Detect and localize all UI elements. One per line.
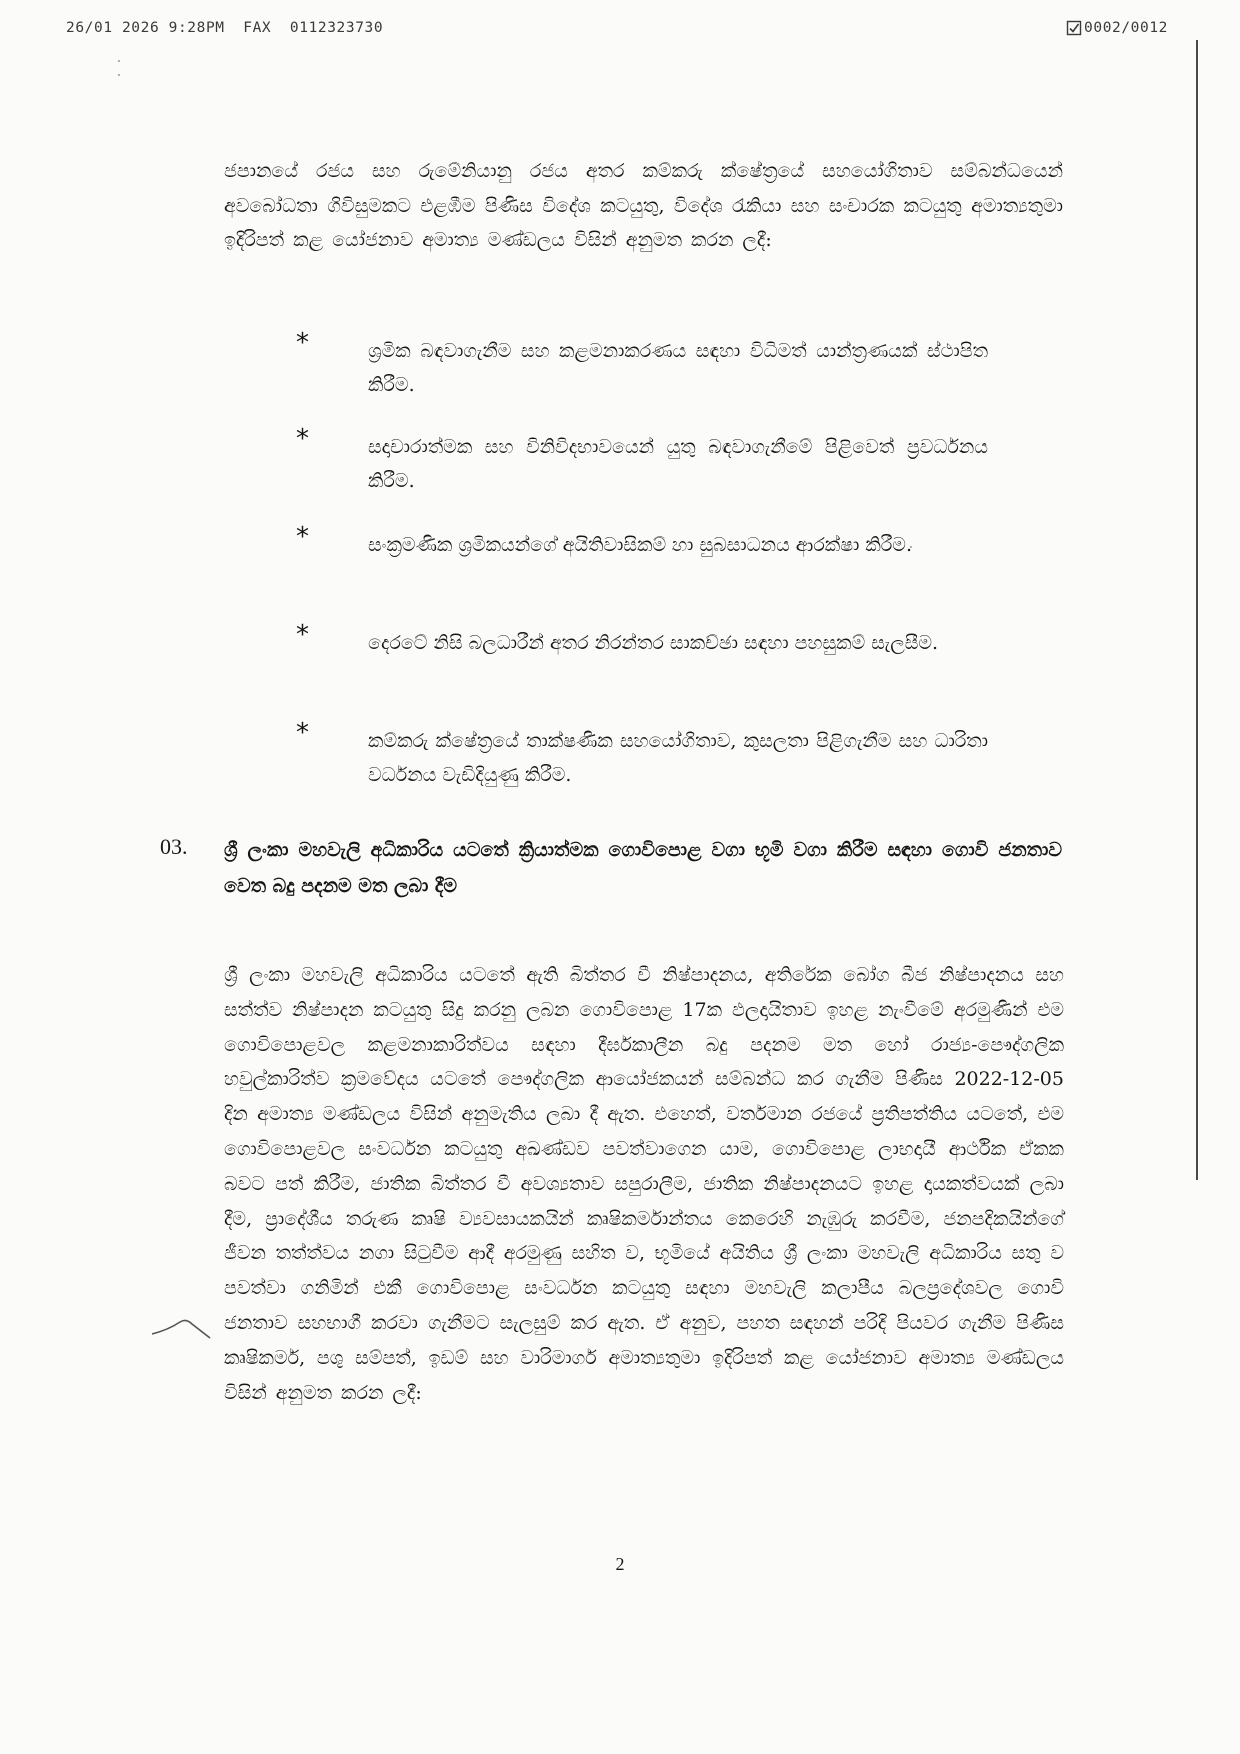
bullet-asterisk: * — [296, 424, 309, 454]
page-number: 2 — [615, 1554, 625, 1574]
bullet-asterisk: * — [296, 620, 309, 650]
list-item — [296, 718, 1056, 800]
fax-transmission-line: 26/01 2026 9:28PM FAX 0112323730 — [66, 20, 384, 36]
list-item — [296, 620, 1056, 702]
scan-speck — [118, 60, 120, 62]
section-title: ශ්‍රී ලංකා මහවැලි අධිකාරිය යටතේ ක්‍රියාත්මක ගොවිපොළ වගා භූමි වගා කිරීම සඳහා ගොවි ජනතාව වෙත බදු පදනම මත ලබා දීම — [224, 839, 1062, 897]
list-item — [296, 522, 1056, 604]
section-number: 03. — [160, 834, 188, 859]
list-item-text: සංක්‍රමණික ශ්‍රමිකයන්ගේ අයිතිවාසිකම් හා සුබසාධනය ආරක්ෂා කිරීම. — [368, 534, 912, 556]
fax-header — [66, 20, 1168, 44]
bullet-asterisk: * — [296, 718, 309, 748]
list-item-text: සදාචාරාත්මක සහ විනිවිදභාවයෙන් යුතු බඳවාගැනීමේ පිළිවෙත් ප්‍රවර්ධනය කිරීම. — [368, 436, 988, 492]
list-item-text: කම්කරු ක්ෂේත්‍රයේ තාක්ෂණික සහයෝගිතාව, කුසලතා පිළිගැනීම සහ ධාරිතා වර්ධනය වැඩිදියුණු කිරීම. — [368, 730, 988, 786]
bullet-asterisk: * — [296, 328, 309, 358]
list-item-text: ශ්‍රමික බඳවාගැනීම සහ කළමනාකරණය සඳහා විධිමත් යාන්ත්‍රණයක් ස්ථාපිත කිරීම. — [368, 340, 988, 396]
scan-speck — [118, 74, 120, 76]
intro-paragraph: ජපානයේ රජය සහ රුමේනියානු රජය අතර කම්කරු ක්ෂේත්‍රයේ සහයෝගිතාව සම්බන්ධයෙන් අවබෝධතා ගිවිසුමකට එළඹීම පිණිස විදේශ කටයුතු, විදේශ රැකියා සහ සංචාරක කටයුතු අමාත්‍යතුමා ඉදිරිපත් කළ යෝජනාව අමාත්‍ය මණ්ඩලය විසින් අනුමත කරන ලදී: — [224, 160, 1063, 251]
checkbox-tick-icon — [1066, 20, 1082, 36]
fax-page-counter — [1066, 20, 1168, 36]
fax-page-count: 0002/0012 — [1084, 20, 1168, 36]
list-item-text: දෙරටේ නිසි බලධාරීන් අතර නිරන්තර සාකච්ඡා සඳහා පහසුකම් සැලසීම. — [368, 632, 939, 654]
margin-pencil-mark — [150, 1316, 214, 1342]
section-body-paragraph: ශ්‍රී ලංකා මහවැලි අධිකාරිය යටතේ ඇති බිත්තර වී නිෂ්පාදනය, අතිරේක බෝග බීජ නිෂ්පාදනය සහ සත්ත්ව නිෂ්පාදන කටයුතු සිදු කරනු ලබන ගොවිපොළ 17ක ඵලදායිතාව ඉහළ නැංවීමේ අරමුණින් එම ගොවිපොළවල කළමනාකාරිත්වය සඳහා දීර්ඝකාලීන බදු පදනම මත හෝ රාජ්‍ය-පෞද්ගලික හවුල්කාරිත්ව ක්‍රමවේදය යටතේ පෞද්ගලික ආයෝජකයන් සම්බන්ධ කර ගැනීම පිණිස 2022-12-05 දින අමාත්‍ය මණ්ඩලය විසින් අනුමැතිය ලබා දී ඇත. එහෙත්, වර්තමාන රජයේ ප්‍රතිපත්තිය යටතේ, එම ගොවිපොළවල සංවර්ධන කටයුතු අඛණ්ඩව පවත්වාගෙන යාම, ගොවිපොළ ලාභදායී ආර්ථික ඒකක බවට පත් කිරීම, ජාතික බිත්තර වී අවශ්‍යතාව සපුරාලීම, ජාතික නිෂ්පාදනයට ඉහළ දායකත්වයක් ලබා දීම, ප්‍රාදේශීය තරුණ කෘෂි ව්‍යවසායකයින් කෘෂිකර්මාන්තය කෙරෙහි නැඹුරු කරවීම, ජනපදිකයින්ගේ ජීවන තත්ත්වය නගා සිටුවීම ආදී අරමුණු සහිත ව, භූමියේ අයිතිය ශ්‍රී ලංකා මහවැලි අධිකාරිය සතු ව පවත්වා ගනිමින් එකී ගොවිපොළ සංවර්ධන කටයුතු සඳහා මහවැලි කලාපීය බලප්‍රදේශවල ගොවි ජනතාව සහභාගී කරවා ගැනීමට සැලසුම් කර ඇත. ඒ අනුව, පහත සඳහන් පරිදි පියවර ගැනීම පිණිස කෘෂිකර්ම, පශු සම්පත්, ඉඩම් සහ වාරිමාර්ග අමාත්‍යතුමා ඉදිරිපත් කළ යෝජනාව අමාත්‍ය මණ්ඩලය විසින් අනුමත කරන ලදී: — [224, 964, 1064, 1404]
list-item — [296, 424, 1056, 506]
scan-edge-line — [1196, 40, 1198, 1180]
bullet-asterisk: * — [296, 522, 309, 552]
list-item — [296, 328, 1056, 410]
